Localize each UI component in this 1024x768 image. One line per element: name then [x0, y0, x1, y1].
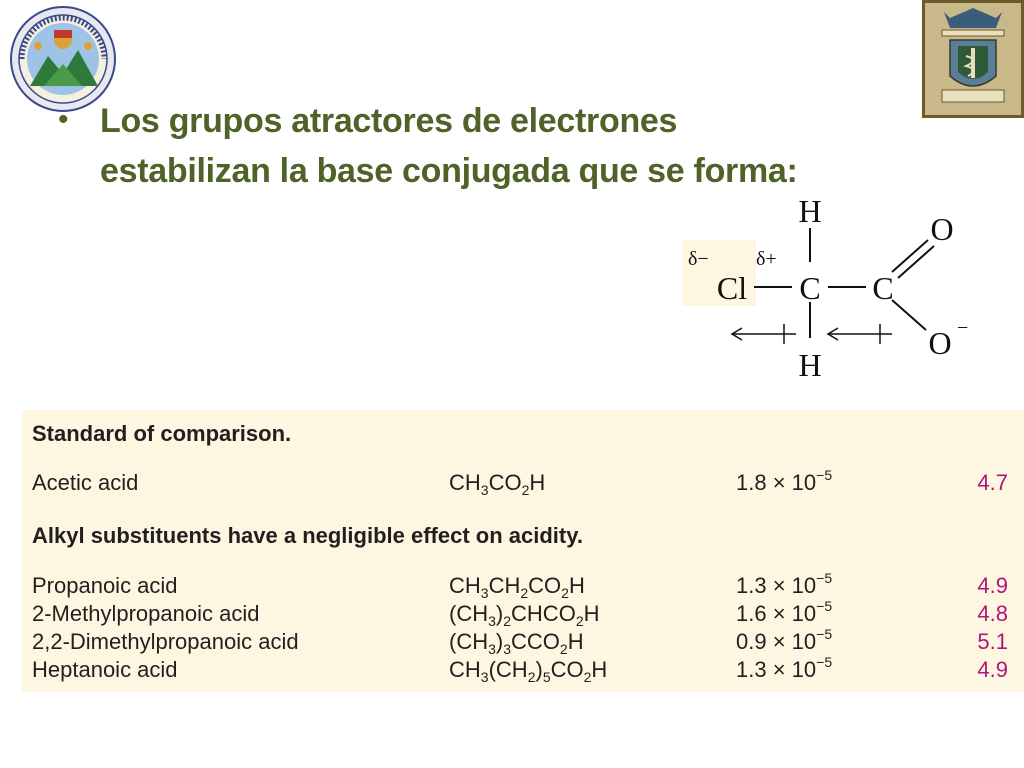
acid-formula: $(CH_3)_3CCO_2H$: [449, 629, 584, 657]
acid-name: Propanoic acid: [32, 573, 178, 598]
chloroacetate-diagram: [680, 190, 980, 382]
delta-plus-label: δ+: [756, 248, 777, 270]
acid-name: 2,2-Dimethylpropanoic acid: [32, 629, 299, 654]
table-row: [32, 656, 1012, 684]
heading-line-2: estabilizan la base conjugada que se forma:: [100, 152, 798, 190]
table-row: [32, 628, 1012, 656]
pka-value: 4.9: [977, 657, 1008, 682]
table-row: [32, 572, 1012, 600]
section-standard: Standard of comparison.: [32, 421, 292, 446]
acid-formula: $(CH_3)_2CHCO_2H$: [449, 601, 600, 629]
bullet-marker: •: [58, 103, 69, 136]
pka-value: 5.1: [977, 629, 1008, 654]
ka-value: $0.9 \times 10^{-5}$: [736, 626, 833, 654]
pka-value: 4.7: [977, 470, 1008, 495]
pka-value: 4.9: [977, 573, 1008, 598]
acid-name: 2-Methylpropanoic acid: [32, 601, 260, 626]
atom-o-single: O: [928, 325, 952, 361]
acid-name: Heptanoic acid: [32, 657, 178, 682]
atom-c-carboxyl: C: [872, 270, 894, 306]
ka-value: $1.3 \times 10^{-5}$: [736, 654, 833, 682]
table-row: [32, 600, 1012, 628]
acid-name: Acetic acid: [32, 470, 139, 495]
acidity-table: [22, 410, 1024, 692]
atom-c-alpha: C: [799, 270, 821, 306]
ka-value: $1.6 \times 10^{-5}$: [736, 598, 833, 626]
atom-cl: Cl: [716, 270, 748, 306]
charge-negative: −: [957, 317, 969, 339]
acid-formula: $CH_3(CH_2)_5CO_2H$: [449, 657, 608, 685]
atom-o-double: O: [930, 211, 954, 247]
bond-c-o-single: [892, 300, 926, 330]
section-alkyl: Alkyl substituents have a negligible effect on acidity.: [32, 523, 583, 548]
ka-value: $1.8 \times 10^{-5}$: [736, 467, 833, 495]
heading-text: [100, 96, 940, 196]
table-row: [32, 469, 1012, 497]
atom-h-top: H: [798, 193, 822, 229]
acid-formula: $CH_3CH_2CO_2H$: [449, 573, 585, 601]
delta-minus-label: δ−: [688, 248, 709, 270]
acid-formula: $CH_3CO_2H$: [449, 470, 546, 498]
ka-value: $1.3 \times 10^{-5}$: [736, 570, 833, 598]
pka-value: 4.8: [977, 601, 1008, 626]
atom-h-bottom: H: [798, 347, 822, 382]
heading-line-1: Los grupos atractores de electrones: [100, 102, 678, 140]
